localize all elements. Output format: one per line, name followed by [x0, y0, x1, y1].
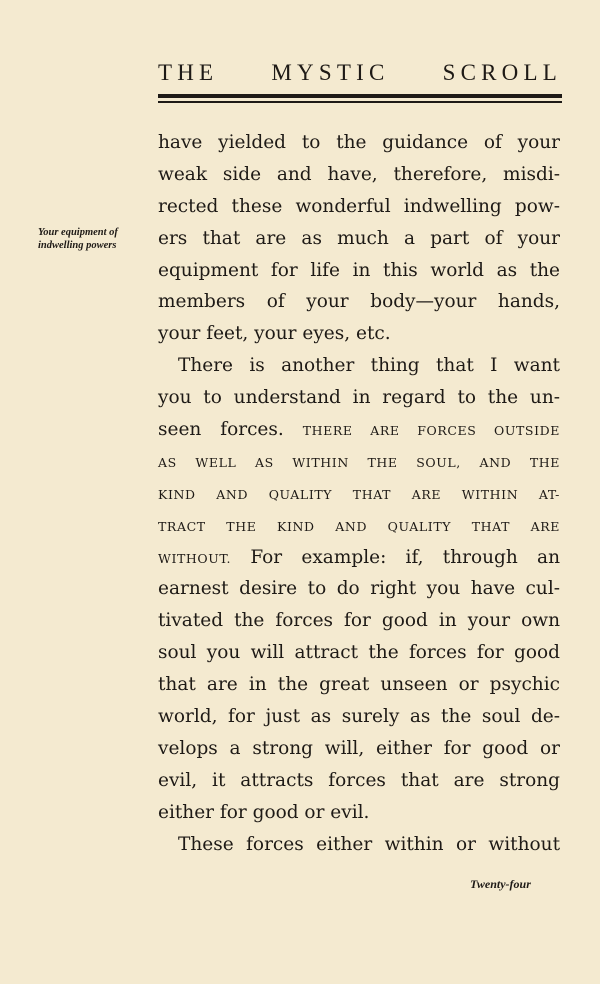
- text-span: ers that are as much a part of your: [158, 227, 560, 249]
- text-line: [158, 127, 560, 159]
- text-line: [158, 829, 560, 861]
- text-span: your feet, your eyes, etc.: [158, 323, 391, 345]
- text-line: [158, 637, 560, 669]
- title-word: MYSTIC: [271, 60, 390, 85]
- text-line: [158, 573, 560, 605]
- text-line: [158, 414, 560, 446]
- small-caps-text: KIND AND QUALITY THAT ARE WITHIN AT-: [158, 486, 560, 502]
- small-caps-text: WITHOUT.: [158, 550, 232, 566]
- text-span: equipment for life in this world as the: [158, 259, 560, 281]
- text-span: tivated the forces for good in your own: [158, 610, 560, 632]
- text-span: earnest desire to do right you have cul-: [158, 578, 560, 600]
- body-text: [158, 127, 560, 860]
- page-number: Twenty-four: [470, 877, 531, 891]
- text-span: rected these wonderful indwelling pow-: [158, 195, 560, 217]
- text-line: [158, 733, 560, 765]
- text-span: that are in the great unseen or psychic: [158, 674, 560, 696]
- margin-note: [38, 226, 153, 252]
- text-line: [158, 797, 560, 829]
- header-rule-thin: [158, 101, 562, 103]
- title-word: THE: [158, 60, 219, 85]
- margin-note-line: Your equipment of: [38, 227, 118, 238]
- small-caps-text: AS WELL AS WITHIN THE SOUL, AND THE: [158, 454, 560, 470]
- text-line: [158, 446, 560, 478]
- text-span: There is another thing that I want: [178, 355, 560, 377]
- text-line: [158, 159, 560, 191]
- text-line: [158, 478, 560, 510]
- text-span: members of your body—your hands,: [158, 291, 560, 313]
- margin-note-line: indwelling powers: [38, 240, 117, 251]
- text-line: [158, 510, 560, 542]
- text-line: [158, 701, 560, 733]
- text-line: [158, 542, 560, 574]
- text-line: [158, 350, 560, 382]
- text-span: For example: if, through an: [231, 546, 560, 568]
- text-line: [158, 191, 560, 223]
- text-span: velops a strong will, either for good or: [158, 737, 560, 759]
- text-span: seen forces.: [158, 419, 303, 441]
- text-span: soul you will attract the forces for good: [158, 642, 560, 664]
- text-span: evil, it attracts forces that are strong: [158, 769, 560, 791]
- text-line: [158, 255, 560, 287]
- running-header: [158, 60, 562, 103]
- text-line: [158, 669, 560, 701]
- small-caps-text: THERE ARE FORCES OUTSIDE: [302, 423, 560, 439]
- text-span: weak side and have, therefore, misdi-: [158, 163, 560, 185]
- small-caps-text: TRACT THE KIND AND QUALITY THAT ARE: [158, 518, 560, 534]
- text-line: [158, 286, 560, 318]
- text-span: world, for just as surely as the soul de-: [158, 706, 560, 728]
- text-span: you to understand in regard to the un-: [158, 387, 560, 409]
- book-title: [158, 60, 562, 86]
- title-word: SCROLL: [442, 60, 562, 85]
- text-line: [158, 382, 560, 414]
- text-span: These forces either within or without: [178, 833, 560, 855]
- text-span: have yielded to the guidance of your: [158, 132, 560, 153]
- text-line: [158, 765, 560, 797]
- text-line: [158, 605, 560, 637]
- text-span: either for good or evil.: [158, 801, 370, 823]
- header-rule-thick: [158, 94, 562, 98]
- text-line: [158, 223, 560, 255]
- text-line: [158, 318, 560, 350]
